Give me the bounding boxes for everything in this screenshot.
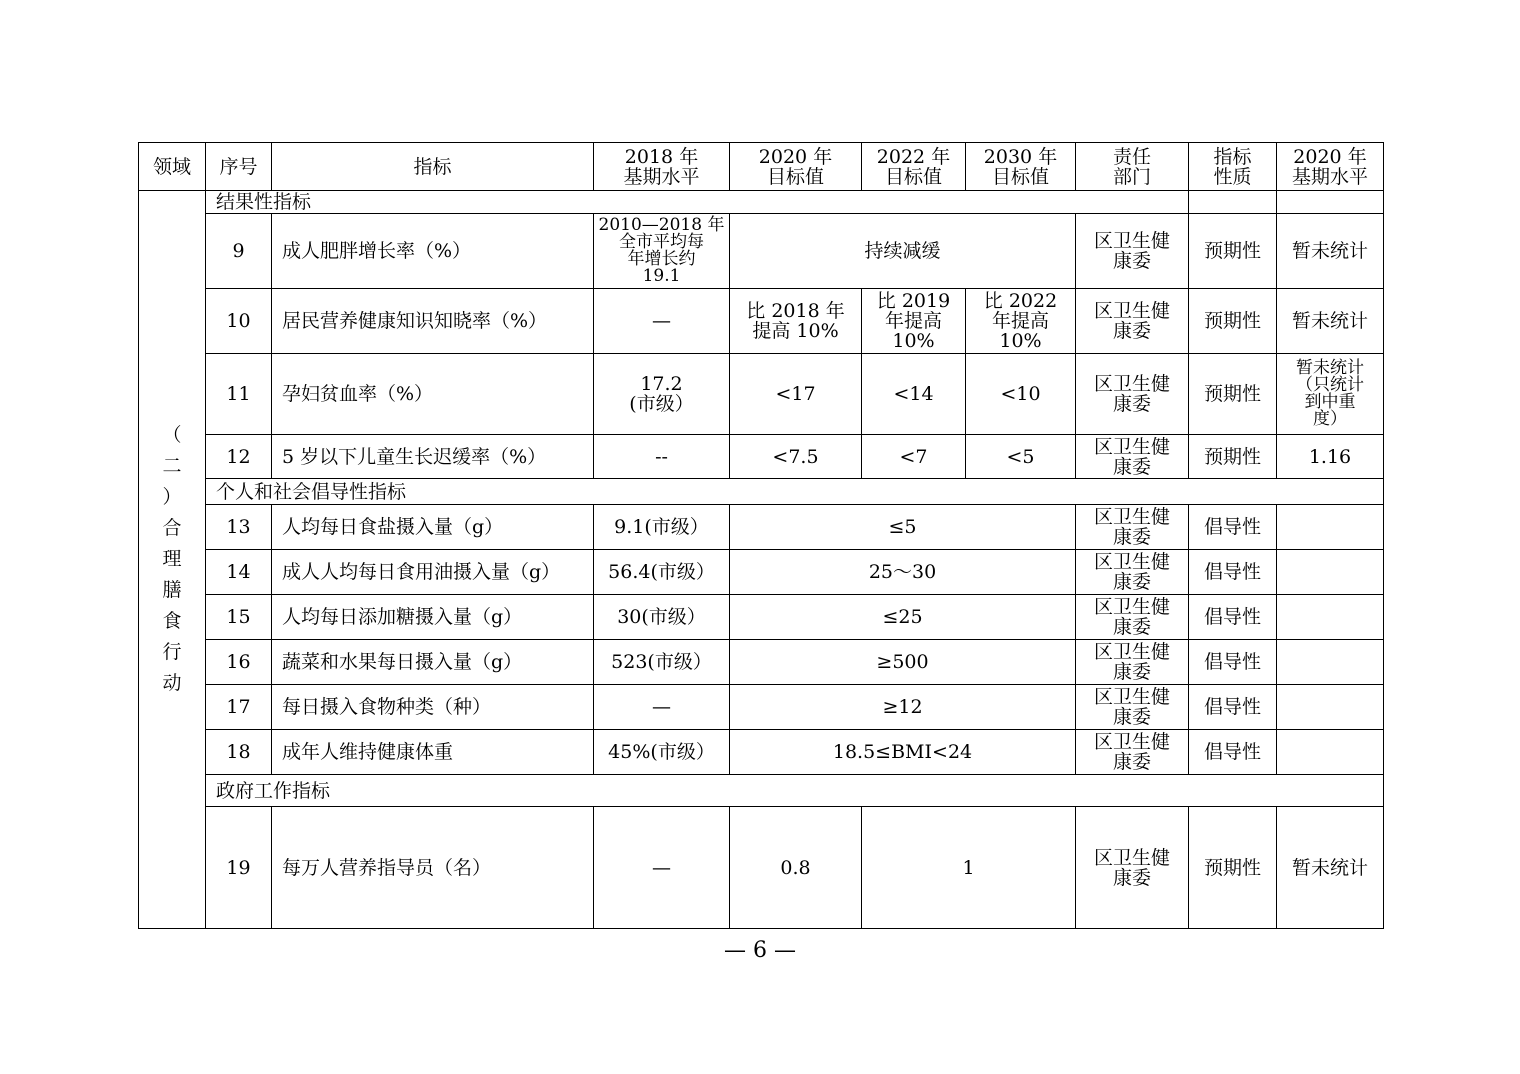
row-nature: 倡导性 [1189,595,1277,640]
row-dept: 区卫生健 康委 [1076,550,1189,595]
row-name: 每日摄入食物种类（种） [272,685,594,730]
row-base-2020: 暂未统计 [1277,289,1384,354]
row-target-2022: <7 [862,435,966,479]
row-target-merged: 持续减缓 [730,214,1076,289]
table-row [139,730,1384,775]
row-base-2020 [1277,730,1384,775]
row-base-2018: — [594,685,730,730]
row-name: 成人人均每日食用油摄入量（g） [272,550,594,595]
row-name: 人均每日添加糖摄入量（g） [272,595,594,640]
row-no: 14 [206,550,272,595]
row-nature: 倡导性 [1189,730,1277,775]
row-no: 17 [206,685,272,730]
row-target-2022: 比 2019 年提高 10% [862,289,966,354]
row-base-2020 [1277,595,1384,640]
row-target-2020: <7.5 [730,435,862,479]
table-row [139,685,1384,730]
row-name: 每万人营养指导员（名） [272,807,594,929]
header-serial: 序号 [206,143,272,191]
table-row [139,214,1384,289]
table-row [139,640,1384,685]
row-base-2018: 2010—2018 年 全市平均每 年增长约 19.1 [594,214,730,289]
row-no: 19 [206,807,272,929]
row-base-2018: 9.1(市级） [594,505,730,550]
domain-cell: （ 二 ） 合 理 膳 食 行 动 [139,191,206,929]
row-dept: 区卫生健 康委 [1076,595,1189,640]
section-row-advocacy [139,479,1384,505]
row-target-merged: ≤25 [730,595,1076,640]
row-no: 13 [206,505,272,550]
section-row-result [139,191,1384,214]
row-base-2018: -- [594,435,730,479]
row-no: 12 [206,435,272,479]
table-row [139,595,1384,640]
row-target-2030: 比 2022 年提高 10% [966,289,1076,354]
indicator-table [138,142,1384,929]
row-nature: 倡导性 [1189,505,1277,550]
table-row [139,289,1384,354]
row-dept: 区卫生健 康委 [1076,640,1189,685]
row-target-2022-2030: 1 [862,807,1076,929]
row-base-2020: 暂未统计 [1277,214,1384,289]
row-base-2018: 45%(市级） [594,730,730,775]
section-advocacy-title: 个人和社会倡导性指标 [206,479,1384,505]
header-target-2020: 2020 年 目标值 [730,143,862,191]
row-no: 9 [206,214,272,289]
row-dept: 区卫生健 康委 [1076,505,1189,550]
row-target-merged: ≤5 [730,505,1076,550]
row-base-2018: — [594,807,730,929]
table-row [139,505,1384,550]
header-base-2020: 2020 年 基期水平 [1277,143,1384,191]
row-dept: 区卫生健 康委 [1076,807,1189,929]
row-target-merged: 18.5≤BMI<24 [730,730,1076,775]
row-name: 孕妇贫血率（%） [272,354,594,435]
row-nature: 预期性 [1189,435,1277,479]
table-row [139,354,1384,435]
row-target-2020: <17 [730,354,862,435]
row-name: 居民营养健康知识知晓率（%） [272,289,594,354]
row-nature: 预期性 [1189,289,1277,354]
row-no: 16 [206,640,272,685]
row-dept: 区卫生健 康委 [1076,685,1189,730]
row-name: 人均每日食盐摄入量（g） [272,505,594,550]
row-base-2018: 56.4(市级） [594,550,730,595]
row-base-2020: 1.16 [1277,435,1384,479]
row-no: 10 [206,289,272,354]
row-target-2030: <5 [966,435,1076,479]
row-base-2018: 17.2 (市级） [594,354,730,435]
row-nature: 倡导性 [1189,640,1277,685]
row-base-2020 [1277,685,1384,730]
page-number: — 6 — [724,938,796,963]
row-base-2020 [1277,640,1384,685]
row-target-2030: <10 [966,354,1076,435]
section-government-title: 政府工作指标 [206,775,1384,807]
header-row [139,143,1384,191]
row-base-2018: — [594,289,730,354]
table-row [139,435,1384,479]
header-domain: 领域 [139,143,206,191]
header-target-2030: 2030 年 目标值 [966,143,1076,191]
row-no: 15 [206,595,272,640]
row-base-2018: 30(市级） [594,595,730,640]
row-name: 蔬菜和水果每日摄入量（g） [272,640,594,685]
row-base-2020 [1277,550,1384,595]
row-no: 11 [206,354,272,435]
header-nature: 指标 性质 [1189,143,1277,191]
header-target-2022: 2022 年 目标值 [862,143,966,191]
row-target-2020: 0.8 [730,807,862,929]
row-base-2020: 暂未统计 （只统计 到中重 度） [1277,354,1384,435]
header-base-2018: 2018 年 基期水平 [594,143,730,191]
row-nature: 预期性 [1189,807,1277,929]
row-dept: 区卫生健 康委 [1076,354,1189,435]
section-row-government [139,775,1384,807]
row-dept: 区卫生健 康委 [1076,214,1189,289]
row-name: 5 岁以下儿童生长迟缓率（%） [272,435,594,479]
row-target-2022: <14 [862,354,966,435]
section-result-title: 结果性指标 [206,191,1189,214]
row-name: 成人肥胖增长率（%） [272,214,594,289]
row-base-2020: 暂未统计 [1277,807,1384,929]
row-dept: 区卫生健 康委 [1076,730,1189,775]
row-target-merged: ≥500 [730,640,1076,685]
row-base-2020 [1277,505,1384,550]
row-nature: 倡导性 [1189,685,1277,730]
row-nature: 预期性 [1189,354,1277,435]
row-nature: 预期性 [1189,214,1277,289]
row-dept: 区卫生健 康委 [1076,289,1189,354]
row-nature: 倡导性 [1189,550,1277,595]
row-target-2020: 比 2018 年 提高 10% [730,289,862,354]
row-target-merged: ≥12 [730,685,1076,730]
row-target-merged: 25～30 [730,550,1076,595]
header-indicator: 指标 [272,143,594,191]
row-dept: 区卫生健 康委 [1076,435,1189,479]
header-department: 责任 部门 [1076,143,1189,191]
table-row [139,550,1384,595]
table-row [139,807,1384,929]
row-base-2018: 523(市级） [594,640,730,685]
row-name: 成年人维持健康体重 [272,730,594,775]
row-no: 18 [206,730,272,775]
